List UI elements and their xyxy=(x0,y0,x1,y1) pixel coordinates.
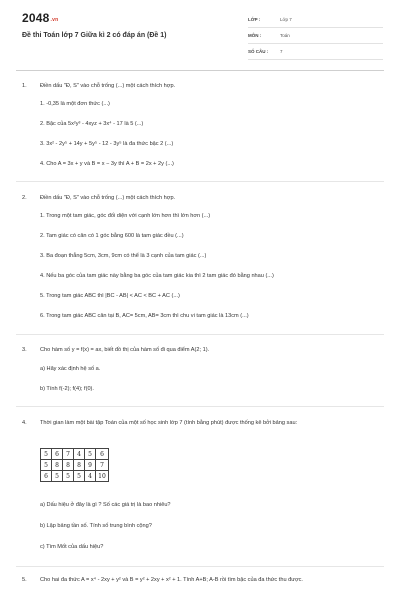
question-number: 1. xyxy=(22,83,27,89)
table-cell: 8 xyxy=(52,460,63,471)
table-cell: 9 xyxy=(85,460,96,471)
table-cell: 5 xyxy=(74,471,85,482)
answer-item: 3. 3x² - 2y⁵ + 14y + 5y⁵ - 12 - 3y⁵ là đa thức bậc 2 (...) xyxy=(40,141,174,147)
table-cell: 8 xyxy=(74,460,85,471)
question-text: Điền dấu "Đ, S" vào chỗ trống (...) một cách thích hợp. xyxy=(40,83,176,89)
table-cell: 4 xyxy=(85,471,96,482)
answer-item: 3. Ba đoạn thẳng 5cm, 3cm, 9cm có thể là 3 cạnh của tam giác (...) xyxy=(40,253,207,259)
answer-item: 1. -0,35 là một đơn thức (...) xyxy=(40,101,110,107)
question-text: Thời gian làm một bài tập Toán của một số học sinh lớp 7 (tính bằng phút) được thống kê bởi bảng sau: xyxy=(40,420,298,426)
answer-item: b) Lập bảng tần số. Tính số trung bình cộng? xyxy=(40,523,152,529)
table-cell: 5 xyxy=(85,449,96,460)
meta-row-class xyxy=(248,12,383,28)
question-number: 5. xyxy=(22,577,27,583)
answer-item: a) Dấu hiệu ở đây là gì ? Số các giá trị là bao nhiêu? xyxy=(40,502,171,508)
table-cell: 7 xyxy=(96,460,109,471)
page-title: Đề thi Toán lớp 7 Giữa kì 2 có đáp án (Đề 1) xyxy=(22,32,167,39)
table-cell: 6 xyxy=(96,449,109,460)
table-row xyxy=(41,460,109,471)
logo-tld: .vn xyxy=(50,17,59,23)
section-divider xyxy=(16,181,384,182)
answer-item: 2. Tam giác có cân có 1 góc bằng 600 là tam giác đều (...) xyxy=(40,233,184,239)
table-cell: 5 xyxy=(41,460,52,471)
meta-label: MÔN : xyxy=(248,33,262,38)
answer-item: 6. Trong tam giác ABC cân tại B, AC= 5cm, AB= 3cm thì chu vi tam giác là 13cm (...) xyxy=(40,313,249,319)
answer-item: 4. Cho A = 3x + y và B = x − 3y thì A + B = 2x + 2y (...) xyxy=(40,161,174,167)
meta-label: LỚP : xyxy=(248,17,261,22)
table-cell: 8 xyxy=(63,460,74,471)
table-cell: 10 xyxy=(96,471,109,482)
table-row xyxy=(41,449,109,460)
question-number: 3. xyxy=(22,347,27,353)
table-cell: 5 xyxy=(63,471,74,482)
table-cell: 4 xyxy=(74,449,85,460)
meta-row-subject xyxy=(248,28,383,44)
meta-row-count xyxy=(248,44,383,60)
section-divider xyxy=(16,334,384,335)
question-text: Cho hàm số y = f(x) = ax, biết đồ thị của hàm số đi qua điểm A(2; 1). xyxy=(40,347,210,353)
answer-item: 1. Trong một tam giác, góc đối diện với cạnh lớn hơn thì lớn hơn (...) xyxy=(40,213,211,219)
document-header xyxy=(0,0,400,70)
header-divider xyxy=(16,70,384,71)
meta-value: 7 xyxy=(280,49,283,54)
question-text: Điền dấu "Đ, S" vào chỗ trống (...) một cách thích hợp. xyxy=(40,195,176,201)
table-row xyxy=(41,471,109,482)
frequency-table xyxy=(40,448,109,482)
answer-item: 5. Trong tam giác ABC thì |BC - AB| < AC < BC + AC (...) xyxy=(40,293,180,299)
meta-label: SỐ CÂU : xyxy=(248,49,269,54)
table-cell: 7 xyxy=(63,449,74,460)
answer-item: c) Tìm Mốt của dấu hiệu? xyxy=(40,544,104,550)
table-cell: 6 xyxy=(52,449,63,460)
site-logo[interactable] xyxy=(22,11,58,25)
meta-value: Lớp 7 xyxy=(280,17,292,22)
table-cell: 5 xyxy=(41,449,52,460)
question-number: 2. xyxy=(22,195,27,201)
section-divider xyxy=(16,406,384,407)
answer-item: 2. Bậc của 5x²y³ - 4xyz + 3x⁴ - 17 là 5 (...) xyxy=(40,121,144,127)
answer-item: b) Tính f(-2); f(4); f(0). xyxy=(40,386,94,392)
meta-value: Toán xyxy=(280,33,290,38)
table-cell: 6 xyxy=(41,471,52,482)
answer-item: a) Hãy xác định hệ số a. xyxy=(40,366,101,372)
answer-item: 4. Nếu ba góc của tam giác này bằng ba góc của tam giác kia thì 2 tam giác đó bằng nhau (...) xyxy=(40,273,274,279)
table-cell: 5 xyxy=(52,471,63,482)
section-divider xyxy=(16,566,384,567)
logo-text: 2048 xyxy=(22,11,50,25)
question-number: 4. xyxy=(22,420,27,426)
meta-info xyxy=(248,12,383,60)
question-text: Cho hai đa thức A = x⁴ - 2xy + y² và B = y² + 2xy + x² + 1. Tính A+B; A-B rồi tìm bậc của đa thức thu được. xyxy=(40,577,303,583)
